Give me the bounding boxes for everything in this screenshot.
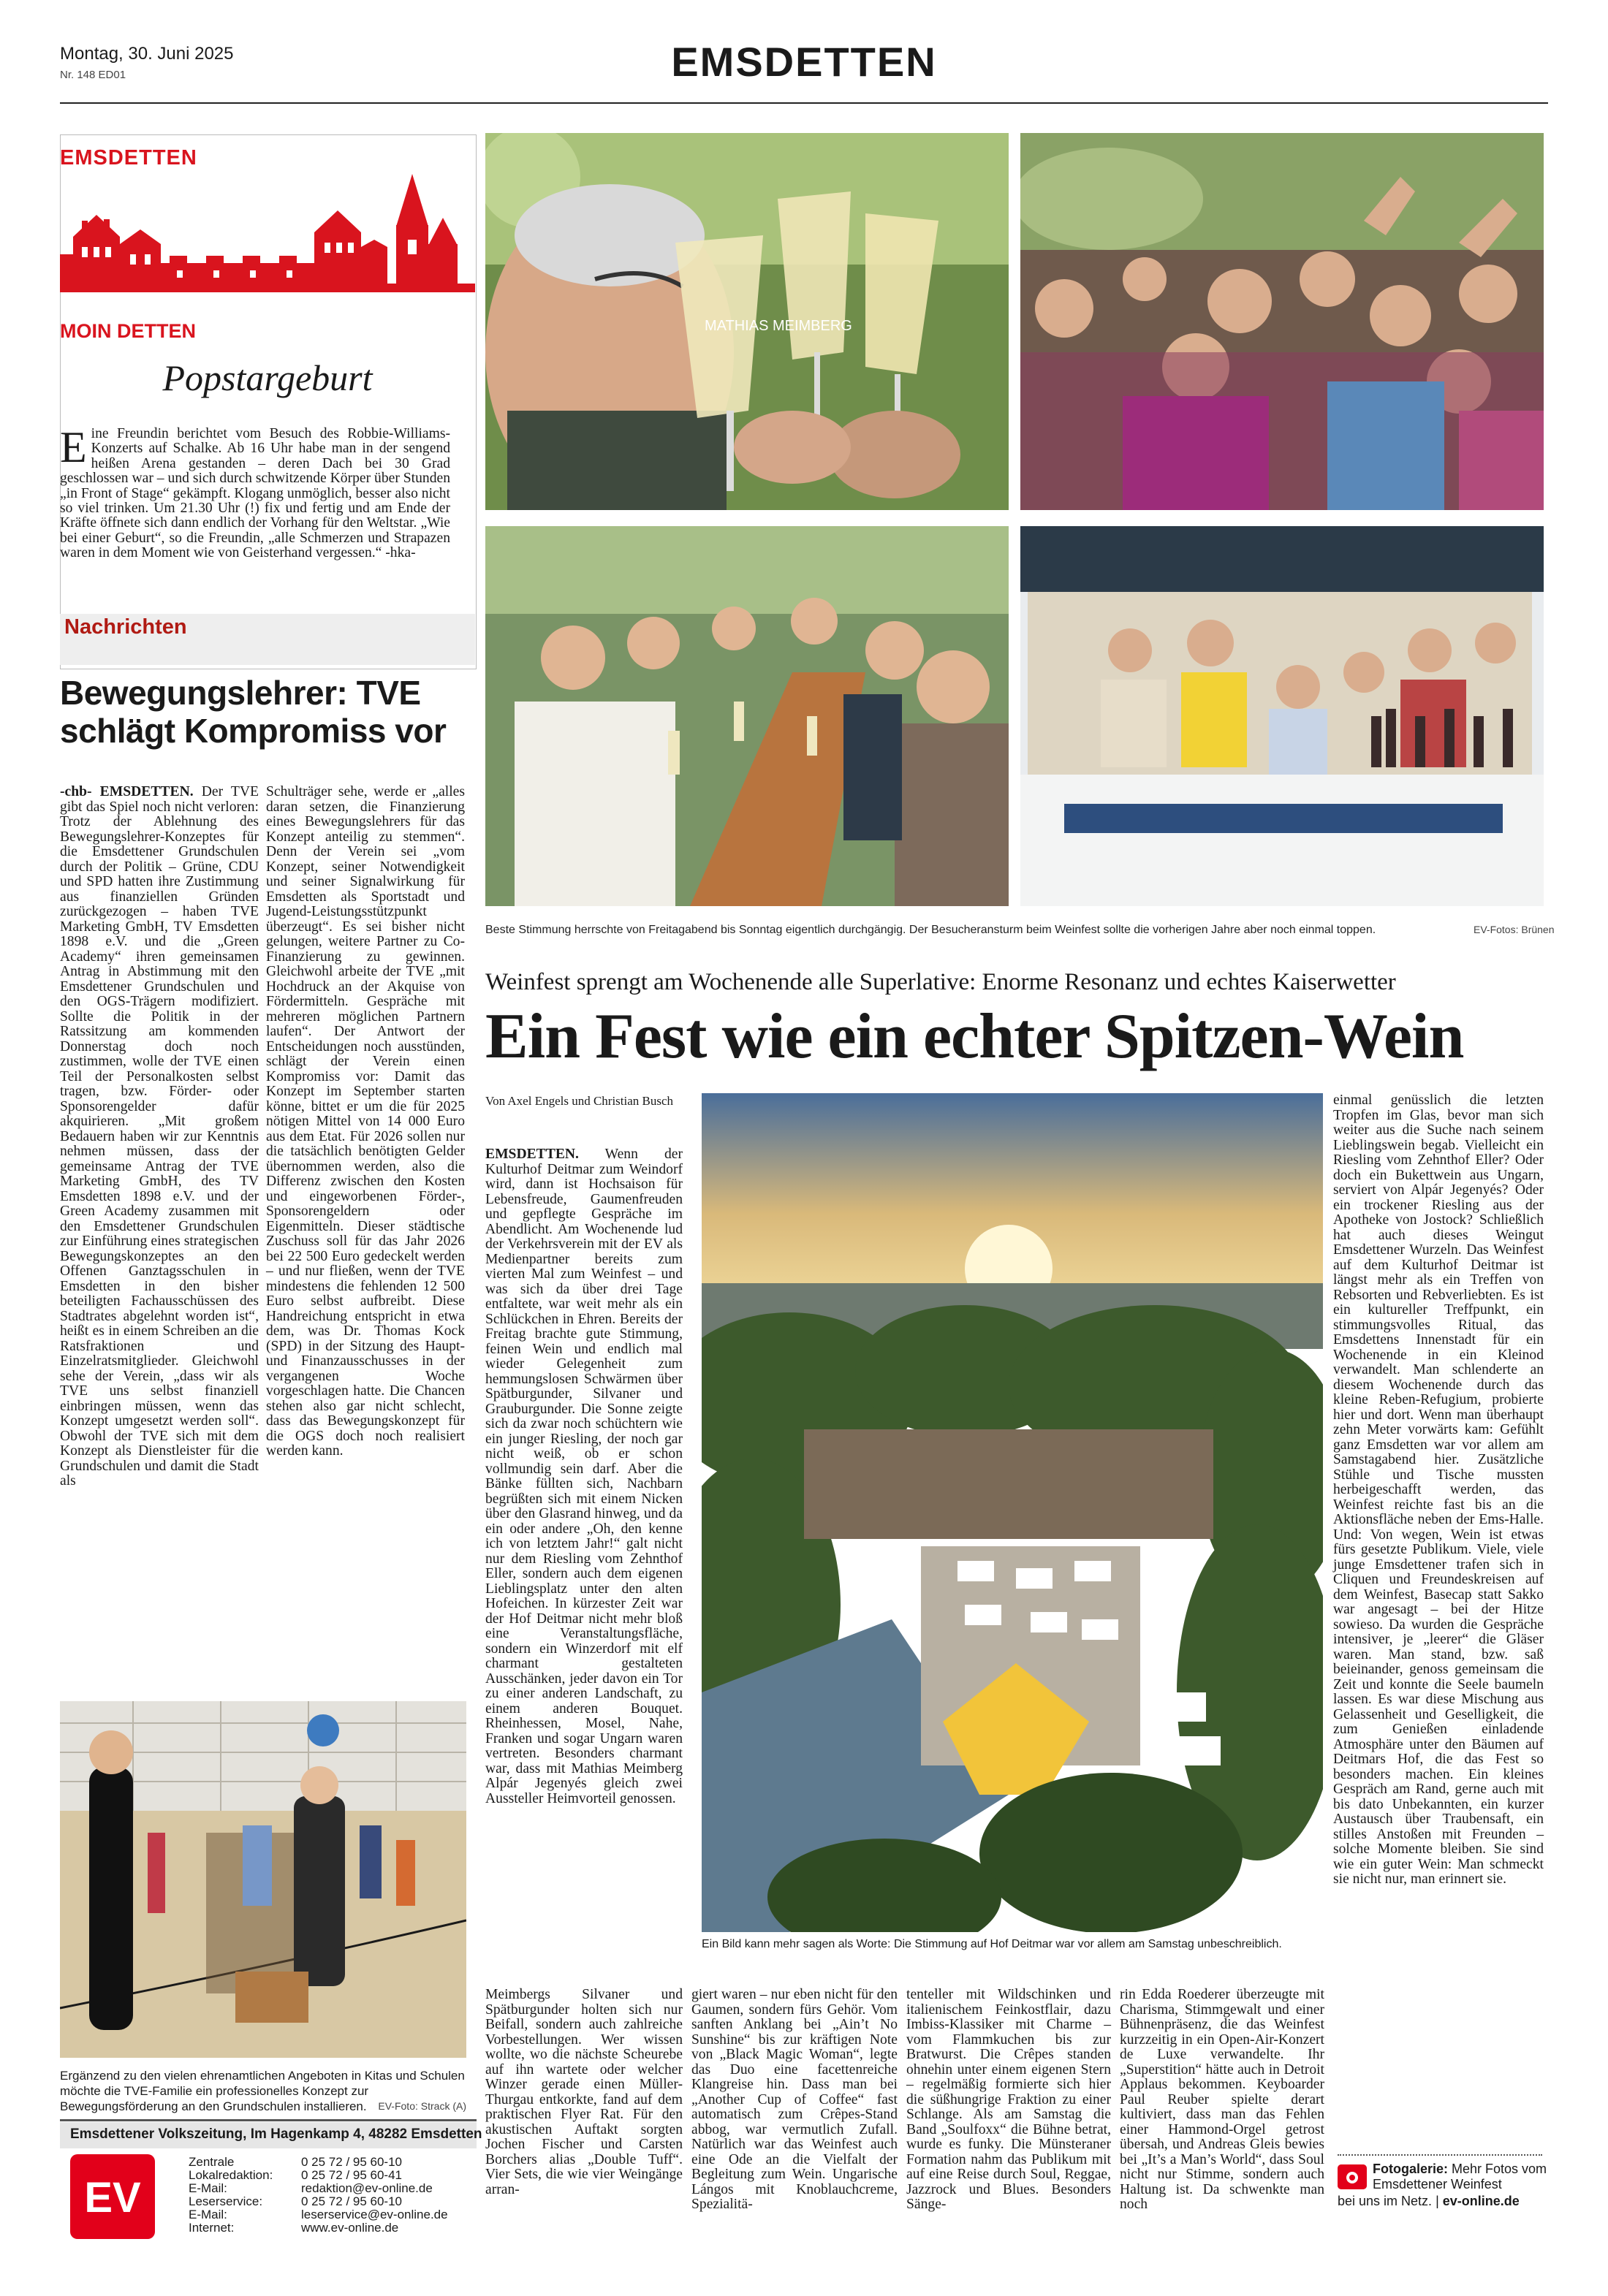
column-brand: EMSDETTEN	[60, 146, 197, 170]
article-column-4: tenteller mit Wildschinken und italienischem Feinkostflair, dazu Imbiss-Klassiker mit Charme – vom Flammkuchen bis zur Bratwurst. Die Crêpes standen ohnehin unter einem eigenen Stern – regelmäßig formierte sich hier die süßhungrige Fraktion zu einer Schlange. Als am Samstag die Band „Soulfoxx“ die Bühne betrat, wurde es funky. Die Münsteraner Formation nahm das Publikum mit auf eine Reise durch Soul, Reggae, Jazzrock und Blues. Besonders Sänge-	[906, 1987, 1111, 2212]
news-column-1	[60, 785, 259, 1489]
glass-print-text: MATHIAS MEIMBERG	[705, 318, 852, 334]
drop-cap: E	[60, 423, 87, 471]
news-column-1-text: Der TVE gibt das Spiel noch nicht verloren: Trotz der Ablehnung des Bewegungslehrer-Konzeptes für die Emsdettener Grundschulen durch der Politik – Grüne, CDU und SPD hatten ihre Zustimmung aus finanziellen Gründen zurückgezogen – haben TVE Marketing GmbH, TV Emsdetten 1898 e.V. und die „Green Academy“ ihren gemeinsamen Antrag in Abstimmung mit den Emsdettener Grundschulen und den OGS-Trägern modifiziert. Sollte die Politik in der Ratssitzung am kommenden Donnerstag doch noch zustimmen, wolle der TVE einen Teil der Personalkosten selbst tragen, bzw. Förder- oder Sponsorengelder dafür akquirieren. „Mit großem Bedauern haben wir zur Kenntnis nehmen müssen, dass der gemeinsame Antrag der TVE Marketing GmbH, des TV Emsdetten 1898 e.V. und der Green Academy zusammen mit den Emsdettener Grundschulen zur Einführung eines strategischen Bewegungskonzeptes an den Offenen Ganztagsschulen in Emsdetten in den bisher beteiligten Fachausschüssen des Stadtrates abgelehnt worden ist“, heißt es in einem Schreiben an die Ratsfraktionen und Einzelratsmitglieder. Gleichwohl sehe der Verein, „dass wir als TVE uns selbst finanziell einbringen müssen, wenn das Konzept umgesetzt werden soll“. Obwohl der TVE sich mit dem Konzept als Dienstleister für die Grundschulen und damit die Stadt als	[60, 784, 259, 1489]
ev-logo: EV	[70, 2154, 155, 2239]
news-dateline: -chb- EMSDETTEN.	[60, 784, 194, 799]
news-photo-credit: EV-Foto: Strack (A)	[378, 2100, 466, 2112]
imprint-rule	[60, 2119, 477, 2121]
article-column-6: einmal genüsslich die letzten Tropfen im Glas, bevor man sich weiter aus die Suche nach seinem Lieblingswein begab. Vielleicht ein Riesling vom Zehnthof Eller? Oder doch ein Bukettwein aus Ungarn, serviert von Alpár Jegenyés? Oder ein trockener Riesling aus der Apotheke von Jostock? Schließlich hat auch dieses Weingut Emsdettener Wurzeln. Das Weinfest auf dem Kulturhof Deitmar ist längst mehr als ein Treffen von Rebsorten und Rebverliebten. Es ist ein kultureller Treffpunkt, ein stimmungsvolles Ritual, das Emsdettens Innenstadt für ein Wochenende in ein Kleinod verwandelt. Man schlenderte an diesem Wochenende durch das kleine Reben-Refugium, probierte hier und dort. Wenn man überhaupt zehn Meter vorwärts kam: Gefühlt ganz Emsdetten war vor allem am Samstagabend hier. Zusätzliche Stühle und Tische mussten herbeigeschafft werden, das Weinfest reichte fast bis an die Aktionsfläche neben der Ems-Halle. Und: Von wegen, Wein ist etwas fürs gesetzte Publikum. Viele, viele junge Emsdettener trafen sich in Cliquen und Freundeskreisen auf dem Weinfest, Basecap statt Sakko war angesagt – bei der Hitze sowieso. Da wurden die Gespräche intensiver, je „leerer“ die Gläser waren. Man stand, bzw. saß beieinander, genoss gemeinsam die Zeit und konnte die Seele baumeln lassen. Es war diese Mischung aus Gelassenheit und Geselligkeit, die zum Genießen einladende Atmosphäre unter den Bäumen auf Deitmars Hof, die das Fest so besonders machen. Ein kleines Gespräch am Rand, gerne auch mit bis dato Unbekannten, ein kurzer Austausch über Traubensaft, ein stilles Anstoßen mit Freunden – solche Momente bleiben. Sie sind wie ein guter Wein: Man schmeckt sie nicht nur, man erinnert sie.	[1333, 1092, 1544, 1887]
imprint-label: Internet:	[189, 2221, 235, 2235]
article-dateline: EMSDETTEN.	[485, 1147, 579, 1162]
column-label: MOIN DETTEN	[60, 320, 196, 342]
imprint-title: Emsdettener Volkszeitung, Im Hagenkamp 4, 48282 Emsdetten	[70, 2126, 482, 2142]
news-headline: Bewegungslehrer: TVE schlägt Kompromiss vor	[60, 674, 447, 750]
column-body: ine Freundin berichtet vom Besuch des Robbie-Williams-Konzerts auf Schalke. Ab 16 Uhr habe man in der sengend heißen Arena gestanden – deren Dach bei 30 Grad geschlossen war – und sich durch schwitzende Körper über Stunden „in Front of Stage“ gekämpft. Klogang unmöglich, besser also nicht so viel trinken. Um 21.30 Uhr (!) fix und fertig und am Ende der Kräfte öffnete sich dann endlich der Vorhang für den Weltstar. „Wie bei einer Geburt“, so die Freundin, „alle Schmerzen und Strapazen waren in dem Moment wie von Geisterhand vergessen.“ -hka-	[60, 426, 450, 561]
issue-date: Montag, 30. Juni 2025	[60, 44, 234, 64]
article-kicker: Weinfest sprengt am Wochenende alle Superlative: Enorme Resonanz und echtes Kaiserwetter	[485, 969, 1396, 995]
imprint-email-link[interactable]: leserservice@ev-online.de	[301, 2208, 448, 2221]
column-title: Popstargeburt	[162, 357, 373, 398]
gallery-link[interactable]: ev-online.de	[1442, 2194, 1520, 2208]
article-column-5: rin Edda Roederer überzeugte mit Charisma, Stimmgewalt und einer Bühnenpräsenz, die das Weinfest kurzzeitig in ein Open-Air-Konzert de Luxe verwandelte. Ihr „Superstition“ hätte auch in Detroit Applaus bekommen. Keyboarder Paul Reuber spielte derart kultiviert, dass man das Fehlen einer Hammond-Orgel getrost übersah, und Andreas Gleis bewies bei „It’s a Man’s World“, dass Soul nicht nur Stimme, sondern auch Haltung ist. Da schwenkte man noch	[1120, 1987, 1324, 2212]
photo-credit: EV-Fotos: Brünen	[1474, 924, 1555, 935]
news-photo-caption: Ergänzend zu den vielen ehrenamtlichen Angeboten in Kitas und Schulen möchte die TVE-Familie ein professionelles Konzept zur Bewegungsförderung an den Grundschulen installieren.	[60, 2069, 465, 2113]
women-at-table-photo	[485, 526, 1009, 906]
skyline-illustration	[60, 174, 475, 305]
imprint-label: Zentrale	[189, 2155, 235, 2169]
article-column-2: Meimbergs Silvaner und Spätburgunder holten sich nur Beifall, sondern auch zahlreiche Vorbestellungen. Wer wissen wollte, wo die nächste Scheurebe auf ihn wartete oder welcher Winzer gerade einen Müller-Thurgau entkorkte, fand auf dem praktischen Flyer Rat. Für den akustischen Auftakt sorgten Jochen Fischer und Carsten Borchers alias „Double Tuff“. Vier Sets, die wie vier Weingänge arran-	[485, 1987, 683, 2197]
crowd-cheering-photo	[1020, 133, 1544, 510]
imprint-website-link[interactable]: www.ev-online.de	[301, 2221, 399, 2235]
gallery-label: Fotogalerie:	[1373, 2162, 1449, 2176]
imprint-label: Leserservice:	[189, 2194, 263, 2208]
article-column-1	[485, 1147, 683, 1806]
article-column-3: giert waren – nur eben nicht für den Gaumen, sondern fürs Gehör. Vom sanften Anklang bei „Ain’t No Sunshine“ bis zur kräftigen Note von „Black Magic Woman“, legte das Duo eine facettenreiche Klangreise hin. Dass man bei „Another Cup of Coffee“ fast automatisch zum Crêpes-Stand abbog, war vermutlich Zufall. Natürlich war das Weinfest auch eine Ode an die Vielfalt der Begleitung zum Wein. Ungarische Lángos mit Knoblauchcreme, Spezialitä-	[691, 1987, 898, 2212]
aerial-festival-photo	[702, 1093, 1323, 1932]
gallery-extra: bei uns im Netz.	[1338, 2194, 1433, 2208]
photo-caption: Beste Stimmung herrschte von Freitagabend bis Sonntag eigentlich durchgängig. Der Besucheransturm beim Weinfest sollte die vorherigen Jahre aber noch einmal toppen.	[485, 924, 1376, 936]
issue-number: Nr. 148 ED01	[60, 69, 126, 81]
wine-toast-photo	[485, 133, 1009, 510]
news-label: Nachrichten	[64, 615, 187, 639]
article-byline: Von Axel Engels und Christian Busch	[485, 1094, 674, 1108]
imprint-label: Lokalredaktion:	[189, 2168, 273, 2182]
imprint-label: E-Mail:	[189, 2181, 227, 2195]
article-headline: Ein Fest wie ein echter Spitzen-Wein	[485, 1001, 1464, 1072]
gym-photo	[60, 1701, 466, 2058]
gallery-text: Mehr Fotos vom Emsdettener Weinfest	[1373, 2162, 1547, 2192]
wine-stand-photo	[1020, 526, 1544, 906]
news-column-2: Schulträger sehe, werde er „alles daran setzen, die Finanzierung eines Bewegungslehrers für das Konzept anteilig zu stemmen“. Denn der Verein sei „vom Konzept, seiner Notwendigkeit und seiner Signalwirkung für Emsdetten als Sportstadt und Jugend-Leistungsstützpunkt überzeugt“. Es sei bisher nicht gelungen, weitere Partner zu Co-Finanzierung zu gewinnen. Gleichwohl arbeite der TVE „mit Hochdruck an der Akquise von Fördermitteln. Gespräche mit mehreren möglichen Partnern laufen“. Der Antwort der Entscheidungen noch ausstünden, schlägt der Verein einen Kompromiss vor: Damit das Konzept im September starten könne, bittet er um die für 2025 nötigen Mittel von 14 000 Euro aus dem Etat. Für 2026 sollen nur die tatsächlich benötigten Gelder übernommen werden, also die Differenz zwischen den Kosten und eingeworbenen Förder-, Sponsorengeldern oder Eigenmitteln. Dieser städtische Zuschuss soll für das Jahr 2026 bei 22 500 Euro gedeckelt werden – und nur fließen, wenn der TVE mindestens die fehlenden 12 500 Euro selbst aufbreibt. Diese Handreichung entspricht in etwa dem, was Dr. Thomas Kock (SPD) in der Sitzung des Haupt- und Finanzausschusses in der vergangenen Woche vorgeschlagen hatte. Die Chancen stehen also gar nicht schlecht, dass das Bewegungskonzept für die OGS doch noch realisiert werden kann.	[266, 784, 465, 1459]
gallery-link-row: bei uns im Netz. | ev-online.de	[1338, 2194, 1520, 2208]
header-rule	[60, 102, 1548, 104]
imprint-value: 0 25 72 / 95 60-10	[301, 2155, 403, 2169]
imprint-email-link[interactable]: redaktion@ev-online.de	[301, 2181, 433, 2195]
section-title: EMSDETTEN	[671, 39, 937, 85]
imprint-value: 0 25 72 / 95 60-41	[301, 2168, 403, 2182]
aerial-photo-caption: Ein Bild kann mehr sagen als Worte: Die Stimmung auf Hof Deitmar war vor allem am Samstag unbeschreiblich.	[702, 1938, 1282, 1950]
gallery-rule	[1338, 2154, 1542, 2156]
camera-icon	[1338, 2164, 1367, 2189]
imprint-label: E-Mail:	[189, 2208, 227, 2221]
imprint-value: 0 25 72 / 95 60-10	[301, 2194, 403, 2208]
column-text	[60, 423, 450, 561]
gallery-teaser	[1373, 2162, 1555, 2192]
article-column-1-text: Wenn der Kulturhof Deitmar zum Weindorf wird, dann ist Hochsaison für Lebensfreude, Gaumenfreuden und gepflegte Gespräche im Abendlicht. Am Wochenende lud der Verkehrsverein mit der EV als Medienpartner bereits zum vierten Mal zum Weinfest – und was sich da über drei Tage entfaltete, war weit mehr als ein Schlückchen in Ehren. Bereits der Freitag brachte gute Stimmung, feinen Wein und endlich mal wieder Gelegenheit zum hemmungslosen Schwärmen über Spätburgunder, Silvaner und Grauburgunder. Die Sonne zeigte sich da zwar noch schüchtern wie ein junger Riesling, der noch gar nicht weiß, ob er schon vollmundig sein darf. Aber die Bänke füllten sich, Nachbarn begrüßten sich mit einem Nicken über den Glasrand hinweg, und da ein oder andere „Oh, den kenne ich von letztem Jahr!“ galt nicht nur dem Riesling vom Zehnthof Eller, sondern auch dem eigenen Lieblingsplatz unter den alten Hofeichen. In kürzester Zeit war der Hof Deitmar nicht mehr bloß eine Veranstaltungsfläche, sondern ein Winzerdorf mit elf charmant gestalteten Ausschänken, jeder davon ein Tor zu einer anderen Landschaft, zu einem anderen Bouquet. Rheinhessen, Mosel, Nahe, Franken und sogar Ungarn waren vertreten. Besonders charmant war, dass mit Mathias Meimberg Alpár Jegenyés gleich zwei Aussteller Heimvorteil genossen.	[485, 1147, 683, 1806]
